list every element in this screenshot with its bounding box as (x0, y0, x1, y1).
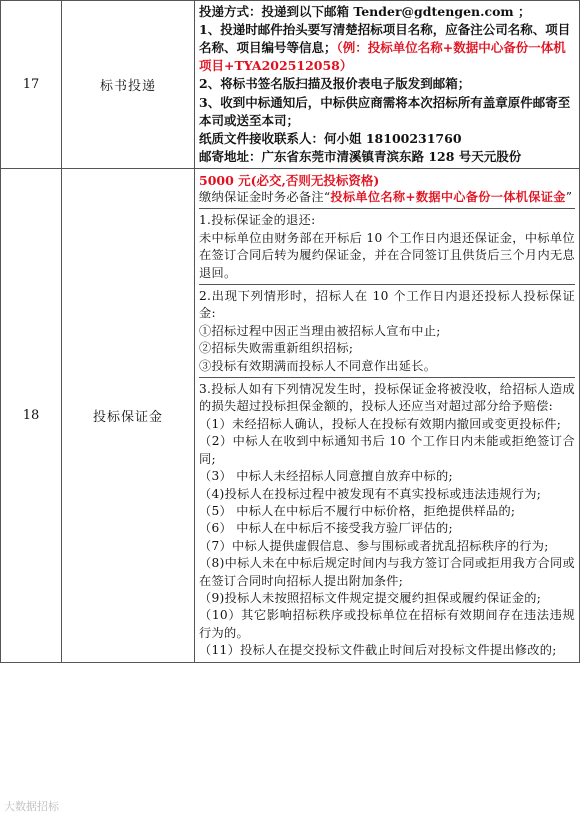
delivery-line: 3、收到中标通知后，中标供应商需将本次招标所有盖章原件邮寄至本司或送至本司； (199, 94, 571, 128)
deposit-amount-block (199, 169, 575, 208)
delivery-line: 2、将标书签名版扫描及报价表电子版发到邮箱； (199, 76, 471, 92)
list-item: （3） 中标人未经招标人同意擅自放弃中标的; (199, 469, 453, 484)
contact-line: 纸质文件接收联系人：何小姐 18100231760 (199, 131, 462, 146)
row-item-name: 标书投递 (62, 1, 195, 169)
deposit-remark: 缴纳保证金时务必备注“投标单位名称+数据中心备份一体机保证金” (199, 190, 573, 204)
list-item: （10）其它影响招标秩序或投标单位在招标有效期间存在违法违规行为的。 (199, 608, 575, 640)
conditions-title: 2.出现下列情形时，招标人在 10 个工作日内退还投标人投标保证金: (199, 289, 575, 321)
list-item: （8)中标人未在中标后规定时间内与我方签订合同或拒用我方合同或在签订合同时向招标人提出附加条件; (199, 556, 575, 588)
list-item: （7）中标人提供虚假信息、参与围标或者扰乱招标秩序的行为; (199, 538, 549, 553)
refund-conditions-block (199, 284, 575, 377)
list-item: ①招标过程中因正当理由被招标人宣布中止; (199, 323, 441, 338)
list-item: （11）投标人在提交投标文件截止时间后对投标文件提出修改的; (199, 643, 557, 658)
table-row (1, 1, 580, 169)
list-item: （5） 中标人在中标后不履行中标价格，拒绝提供样品的; (199, 503, 516, 518)
forfeit-title: 3.投标人如有下列情况发生时，投标保证金将被没收，给招标人造成的损失超过投标担保金额的，投标人还应当对超过部分给予赔偿: (199, 382, 575, 414)
row-number: 17 (1, 1, 62, 169)
deposit-amount: 5000 元(必交,否则无投标资格) (199, 173, 380, 188)
delivery-example: （例：投标单位名称+数据中心备份一体机项目+TYA202512058） (199, 39, 566, 74)
list-item: （9)投标人未按照招标文件规定提交履约担保或履约保证金的; (199, 590, 542, 605)
refund-text: 未中标单位由财务部在开标后 10 个工作日内退还保证金，中标单位在签订合同后转为履约保证金，并在合同签订且供货后三个月内无息退回。 (199, 230, 575, 280)
delivery-line: 投递方式：投递到以下邮箱 Tender@gdtengen.com ； (199, 3, 531, 19)
row-item-name: 投标保证金 (62, 169, 195, 663)
list-item: ③投标有效期满而投标人不同意作出延长。 (199, 358, 437, 373)
list-item: ②招标失败需重新组织招标; (199, 341, 354, 356)
watermark: 大数据招标 (4, 800, 59, 813)
list-item: （4)投标人在投标过程中被发现有不真实投标或违法违规行为; (199, 486, 542, 501)
list-item: （2）中标人在收到中标通知书后 10 个工作日内未能或拒绝签订合同; (199, 434, 575, 466)
refund-title: 1.投标保证金的退还: (199, 213, 316, 228)
address-line: 邮寄地址：广东省东莞市清溪镇青滨东路 128 号天元股份 (199, 149, 522, 165)
delivery-line: 1、投递时邮件抬头要写清楚招标项目名称，应备注公司名称、项目名称、项目编号等信息；（例：投标单位名称+数据中心备份一体机项目+TYA202512058） (199, 21, 571, 74)
row-number: 18 (1, 169, 62, 663)
table-row (1, 169, 580, 663)
list-item: （6） 中标人在中标后不接受我方验厂评估的; (199, 521, 453, 536)
list-item: （1）未经招标人确认，投标人在投标有效期内撤回或变更投标件; (199, 416, 562, 431)
forfeit-block (199, 377, 575, 662)
deposit-details (195, 169, 580, 663)
refund-block (199, 208, 575, 284)
delivery-details (195, 1, 580, 169)
